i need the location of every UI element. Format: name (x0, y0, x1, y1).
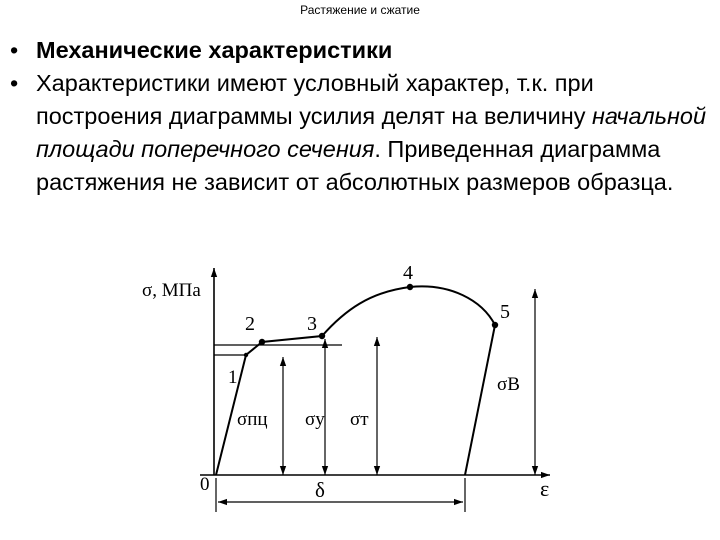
y-axis-label: σ, МПа (142, 280, 201, 301)
x-axis-label: ε (540, 476, 550, 501)
bullet-dot: • (10, 70, 19, 96)
delta-label: δ (315, 478, 325, 502)
origin-label: 0 (200, 474, 210, 495)
point-2-label: 2 (245, 313, 255, 335)
bullet-text-italic: начальной площади поперечного сечения (36, 103, 707, 162)
point-5-marker (492, 322, 498, 328)
sigma-pc-label: σпц (237, 409, 268, 430)
bullet-text-part-b: . Приведенная диаграмма растяжения не зависит от абсолютных размеров образца. (36, 136, 674, 195)
bullet-text: Механические характеристики (36, 37, 393, 63)
slide-header: Растяжение и сжатие (300, 3, 420, 17)
sigma-y-label: σу (305, 409, 325, 430)
point-3-marker (319, 333, 325, 339)
bullet-text-part-a: Характеристики имеют условный характер, т.к. при построения диаграммы усилия делят на величину (36, 70, 594, 129)
stress-strain-curve (216, 286, 495, 475)
sigma-b-label: σВ (497, 374, 520, 395)
sigma-t-label: σт (350, 409, 369, 430)
point-4-label: 4 (403, 262, 413, 284)
point-1-marker (244, 353, 248, 357)
point-5-label: 5 (500, 301, 510, 323)
point-2-marker (259, 339, 265, 345)
point-1-label: 1 (228, 367, 238, 388)
bullet-dot: • (10, 37, 19, 63)
point-3-label: 3 (307, 313, 317, 335)
point-4-marker (407, 284, 413, 290)
